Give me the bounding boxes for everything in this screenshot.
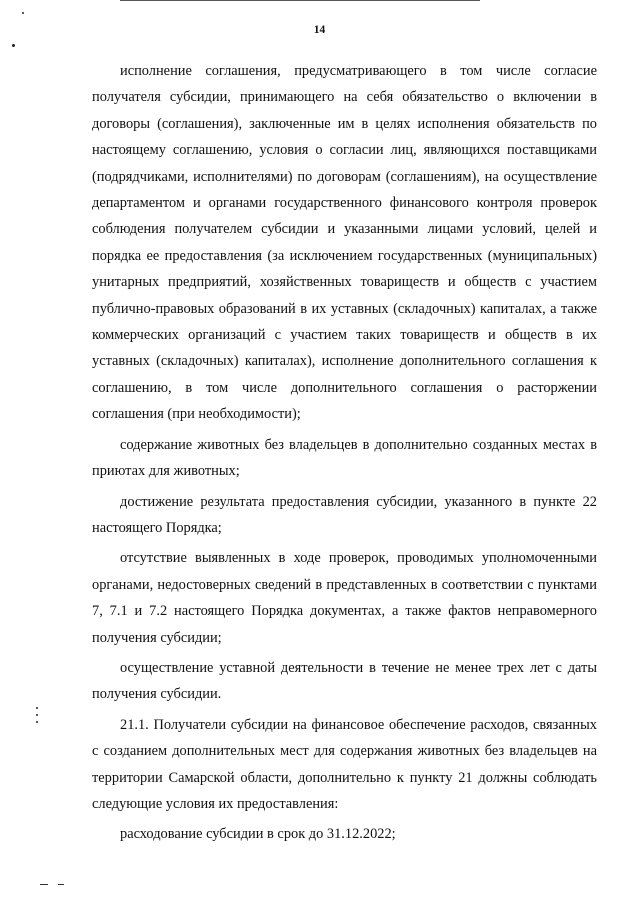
scan-speck [22, 12, 24, 14]
paragraph-4: отсутствие выявленных в ходе проверок, проводимых уполномоченными органами, недостоверных сведений в представленных в соответствии с пунктами 7, 7.1 и 7.2 настоящего Порядка документах, а также фактов неправомерного получения субсидии; [92, 550, 597, 646]
document-body [92, 58, 597, 852]
paragraph-7: расходование субсидии в срок до 31.12.2022; [120, 826, 396, 843]
scan-speck [36, 714, 38, 716]
scan-speck [36, 707, 38, 709]
paragraph-1: исполнение соглашения, предусматривающего в том числе согласие получателя субсидии, принимающего на себя обязательство о включении в договоры (соглашения), заключенные им в целях исполнения обязательств по настоящему соглашению, условия о согласии лиц, являющихся поставщиками (подрядчиками, исполнителями) по договорам (соглашениям), на осуществление департаментом и органами государственного финансового контроля проверок соблюдения получателем субсидии и указанными лицами условий, целей и порядка ее предоставления (за исключением государственных (муниципальных) унитарных предприятий, хозяйственных товариществ и обществ с участием публично-правовых образований в их уставных (складочных) капиталах, а также коммерческих организаций с участием таких товариществ и обществ в их уставных (складочных) капиталах), исполнение дополнительного соглашения к соглашению, в том числе дополнительного соглашения о расторжении соглашения (при необходимости); [92, 63, 597, 423]
scan-mark [58, 884, 64, 885]
scan-mark [40, 884, 48, 885]
paragraph-6: 21.1. Получатели субсидии на финансовое обеспечение расходов, связанных с созданием дополнительных мест для содержания животных без владельцев на территории Самарской области, дополнительно к пункту 21 должны соблюдать следующие условия их предоставления: [92, 716, 597, 812]
paragraph-3: достижение результата предоставления субсидии, указанного в пункте 22 настоящего Порядка; [92, 493, 597, 536]
scan-edge-line [120, 0, 480, 1]
page-number: 14 [313, 24, 326, 36]
scan-speck [36, 721, 38, 723]
scan-speck [12, 44, 15, 47]
paragraph-2: содержание животных без владельцев в дополнительно созданных местах в приютах для животных; [92, 436, 597, 480]
paragraph-5: осуществление уставной деятельности в течение не менее трех лет с даты получения субсидии. [92, 659, 597, 703]
